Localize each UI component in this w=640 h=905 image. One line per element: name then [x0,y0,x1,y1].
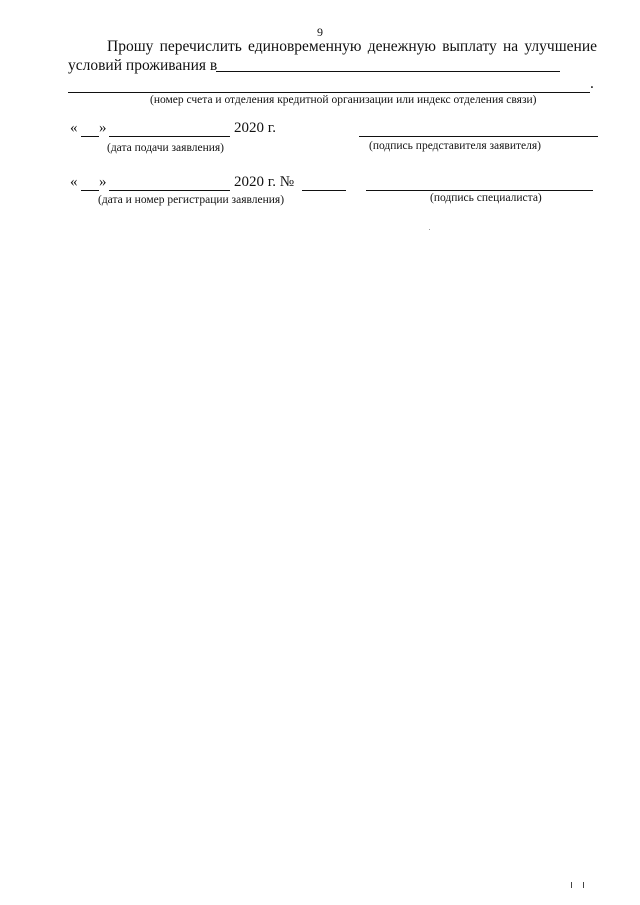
request-line-1: Прошу перечислить единовременную денежную выплату на улучшение [107,38,597,55]
representative-signature-caption: (подпись представителя заявителя) [369,140,541,152]
page-number: 9 [317,25,323,39]
application-date-close-quote: » [99,120,107,136]
specialist-signature-caption: (подпись специалиста) [430,192,542,204]
end-period: . [590,75,594,92]
application-day-field-line[interactable] [81,121,99,137]
account-caption: (номер счета и отделения кредитной организации или индекс отделения связи) [150,94,537,106]
registration-day-field-line[interactable] [81,175,99,191]
application-year: 2020 г. [234,120,276,136]
registration-month-field-line[interactable] [109,175,230,191]
registration-caption: (дата и номер регистрации заявления) [98,194,285,206]
bank-name-field-line[interactable] [216,55,560,72]
application-date-caption: (дата подачи заявления) [107,142,224,154]
registration-year-number: 2020 г. № [234,174,295,190]
request-line-2: условий проживания в [68,57,218,74]
application-date-open-quote: « [70,120,78,136]
scan-mark-left [571,882,572,888]
registration-close-quote: » [99,174,107,190]
specialist-signature-field-line[interactable] [366,175,593,191]
scan-dot [429,229,430,230]
registration-number-field-line[interactable] [302,175,346,191]
registration-open-quote: « [70,174,78,190]
account-field-line[interactable] [68,76,590,93]
scan-mark-right [583,882,584,888]
application-month-field-line[interactable] [109,121,230,137]
representative-signature-field-line[interactable] [359,121,598,137]
